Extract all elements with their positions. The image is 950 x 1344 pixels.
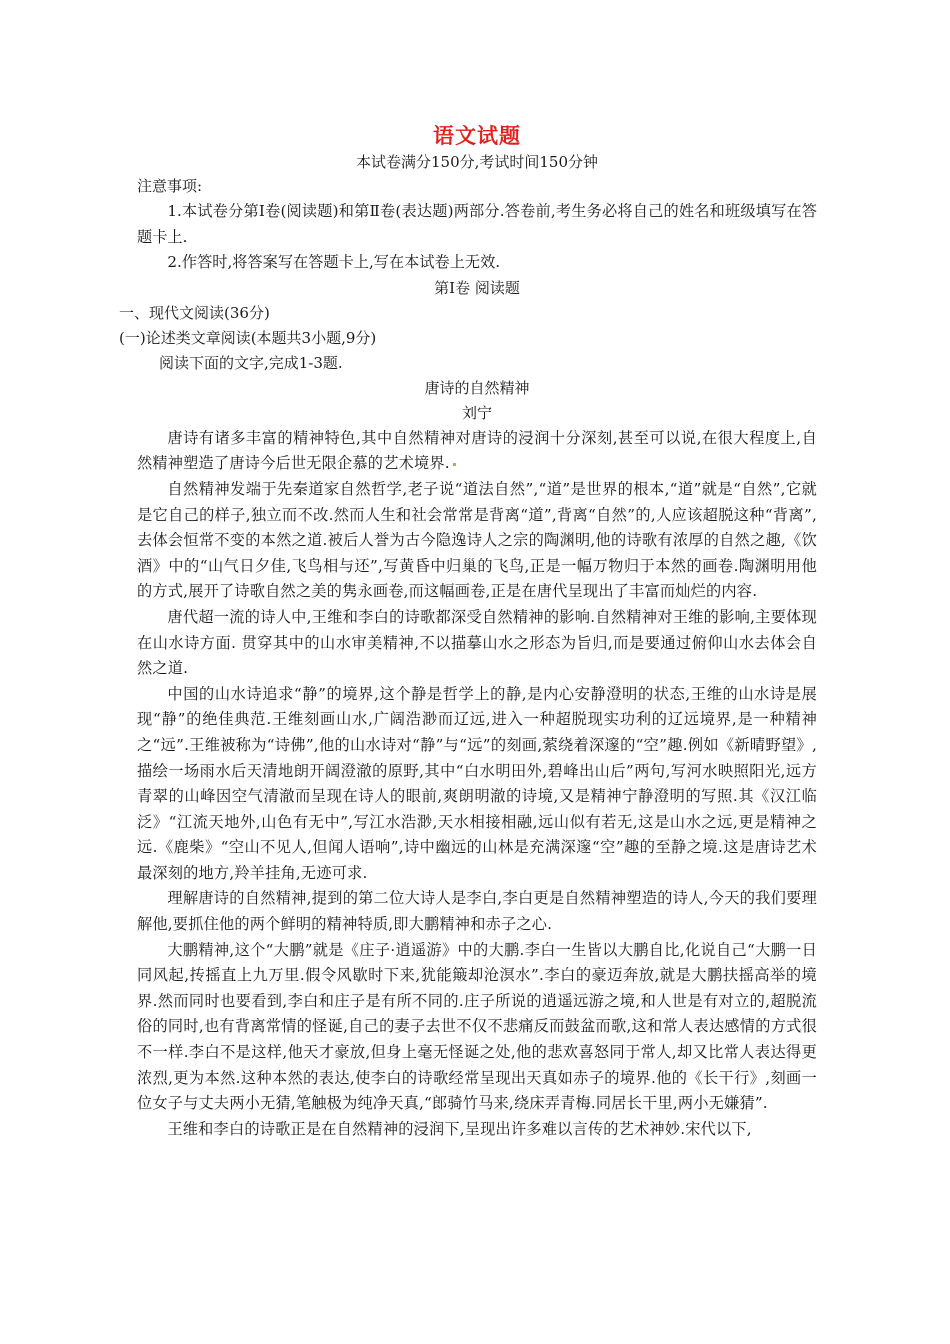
article-paragraph: 唐代超一流的诗人中,王维和李白的诗歌都深受自然精神的影响.自然精神对王维的影响,主要体现在山水诗方面. 贯穿其中的山水审美精神,不以描摹山水之形态为旨归,而是要通过俯仰山水去体会自然之道. bbox=[137, 607, 817, 678]
article-paragraph: 中国的山水诗追求“静”的境界,这个静是哲学上的静,是内心安静澄明的状态,王维的山水诗是展现“静”的绝佳典范.王维刻画山水,广阔浩渺而辽远,进入一种超脱现实功利的辽远境界,是一种精神之“远”.王维被称为“诗佛”,他的山水诗对“静”与“远”的刻画,萦绕着深邃的“空”趣.例如《新晴野望》,描绘一场雨水后天清地朗开阔澄澈的原野,其中“白水明田外,碧峰出山后”两句,写河水映照阳光,远方青翠的山峰因空气清澈而呈现在诗人的眼前,爽朗明澈的诗境,又是精神宁静澄明的写照.其《汉江临泛》“江流天地外,山色有无中”,写江水浩渺,天水相接相融,远山似有若无,这是山水之远,更是精神之远.《鹿柴》“空山不见人,但闻人语响”,诗中幽远的山林是充满深邃“空”趣的至静之境.这是唐诗艺术最深刻的地方,羚羊挂角,无迹可求. bbox=[137, 684, 817, 882]
article-paragraph: 自然精神发端于先秦道家自然哲学,老子说“道法自然”,“道”是世界的根本,“道”就是“自然”,它就是它自己的样子,独立而不改.然而人生和社会常常是背离“道”,背离“自然”的,人应该超脱这种“背离”,去体会恒常不变的本然之道.被后人誉为古今隐逸诗人之宗的陶渊明,他的诗歌有浓厚的自然之趣,《饮酒》中的“山气日夕佳,飞鸟相与还”,写黄昏中归巢的飞鸟,正是一幅万物归于本然的画卷.陶渊明用他的方式,展开了诗歌自然之美的隽永画卷,而这幅画卷,正是在唐代呈现出了丰富而灿烂的内容. bbox=[137, 479, 817, 601]
note-item-1: 1.本试卷分第Ⅰ卷(阅读题)和第Ⅱ卷(表达题)两部分.答卷前,考生务必将自己的姓名和班级填写在答题卡上. bbox=[137, 202, 817, 246]
part-title: 第Ⅰ卷 阅读题 bbox=[434, 278, 520, 297]
reading-instruction: 阅读下面的文字,完成1-3题. bbox=[159, 353, 343, 372]
article-paragraph-text: 唐诗有诸多丰富的精神特色,其中自然精神对唐诗的浸润十分深刻,甚至可以说,在很大程度上,自然精神塑造了唐诗今后世无限企慕的艺术境界. bbox=[137, 428, 817, 473]
document-page bbox=[119, 122, 817, 1142]
article-paragraph: 理解唐诗的自然精神,提到的第二位大诗人是李白,李白更是自然精神塑造的诗人,今天的我们要理解他,要抓住他的两个鲜明的精神特质,即大鹏精神和赤子之心. bbox=[137, 889, 817, 934]
mark-dot bbox=[453, 463, 456, 466]
article-title: 唐诗的自然精神 bbox=[424, 378, 530, 397]
exam-subtitle: 本试卷满分150分,考试时间150分钟 bbox=[355, 153, 599, 171]
article-paragraph bbox=[137, 426, 817, 477]
section-heading-1: 一、现代文阅读(36分) bbox=[119, 303, 270, 322]
article-author: 刘宁 bbox=[461, 403, 492, 422]
section-heading-2: (一)论述类文章阅读(本题共3小题,9分) bbox=[119, 328, 377, 347]
note-item-2: 2.作答时,将答案写在答题卡上,写在本试卷上无效. bbox=[167, 253, 501, 272]
notes-label: 注意事项: bbox=[137, 177, 203, 195]
article-paragraph: 王维和李白的诗歌正是在自然精神的浸润下,呈现出许多难以言传的艺术神妙.宋代以下, bbox=[167, 1119, 752, 1138]
exam-title: 语文试题 bbox=[433, 123, 521, 148]
article-paragraph: 大鹏精神,这个“大鹏”就是《庄子·逍遥游》中的大鹏.李白一生皆以大鹏自比,化说自己“大鹏一日同风起,抟摇直上九万里.假令风歇时下来,犹能簸却沧溟水”.李白的豪迈奔放,就是大鹏扶摇高举的境界.然而同时也要看到,李白和庄子是有所不同的.庄子所说的逍遥远游之境,和人世是有对立的,超脱流俗的同时,也有背离常情的怪诞,自己的妻子去世不仅不悲痛反而鼓盆而歌,这和常人表达感情的方式很不一样.李白不是这样,他天才豪放,但身上毫无怪诞之处,他的悲欢喜怒同于常人,却又比常人表达得更浓烈,更为本然.这种本然的表达,使李白的诗歌经常呈现出天真如赤子的境界.他的《长干行》,刻画一位女子与丈夫两小无猜,笔触极为纯净天真,“郎骑竹马来,绕床弄青梅.同居长干里,两小无嫌猜”. bbox=[137, 940, 817, 1113]
